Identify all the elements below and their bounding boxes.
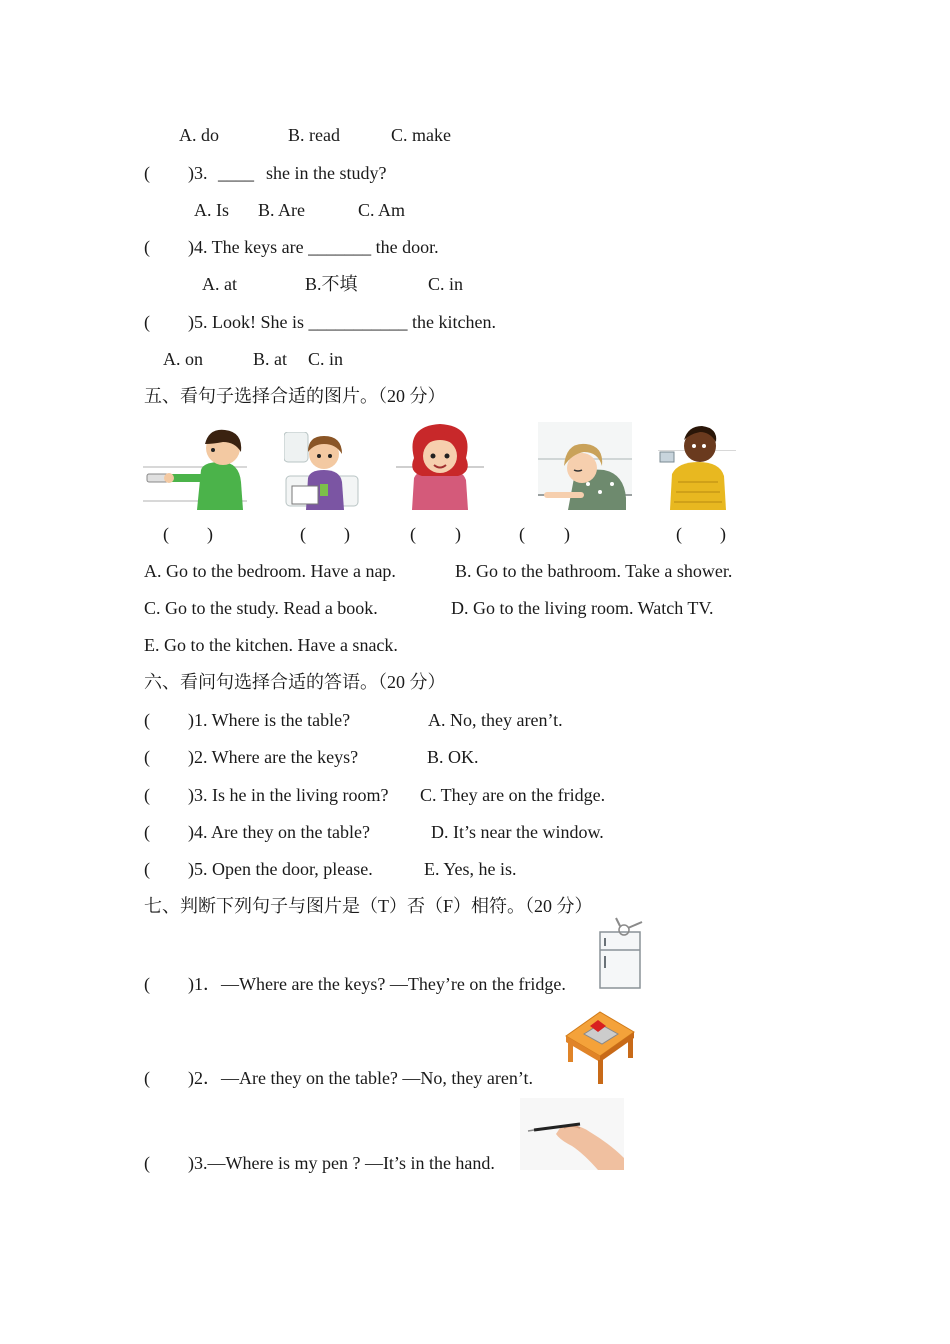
q3-open-paren: ( (144, 163, 150, 183)
table-with-book-picture (562, 1006, 636, 1084)
s5-bracket-3-close: ) (455, 524, 461, 544)
s5-bracket-1-open[interactable]: ( (163, 524, 169, 544)
q5-open-paren: ( (144, 312, 150, 332)
s5-choice-a: A. Go to the bedroom. Have a nap. (144, 561, 396, 581)
q3-blank: ____ (218, 163, 254, 183)
s5-bracket-3-open[interactable]: ( (410, 524, 416, 544)
q5-text: )5. Look! She is ___________ the kitchen. (188, 312, 496, 332)
s7-paren-2[interactable]: ( (144, 1068, 150, 1088)
q4-option-a: A. at (202, 274, 237, 294)
fridge-with-keys-picture (594, 916, 646, 992)
s5-choice-c: C. Go to the study. Read a book. (144, 598, 378, 618)
s6-answer-a: A. No, they aren’t. (428, 710, 563, 730)
s5-bracket-5-close: ) (720, 524, 726, 544)
s5-choice-b: B. Go to the bathroom. Take a shower. (455, 561, 733, 581)
q3-number: )3. (188, 163, 208, 183)
s6-paren-5[interactable]: ( (144, 859, 150, 879)
q2-option-b: B. read (288, 125, 340, 145)
s6-question-4: )4. Are they on the table? (188, 822, 370, 842)
s5-bracket-5-open[interactable]: ( (676, 524, 682, 544)
q4-text: )4. The keys are _______ the door. (188, 237, 439, 257)
s5-bracket-4-open[interactable]: ( (519, 524, 525, 544)
boy-showering-picture (658, 422, 736, 510)
s6-question-1: )1. Where is the table? (188, 710, 351, 730)
s6-paren-2[interactable]: ( (144, 747, 150, 767)
section5-title: 五、看句子选择合适的图片。（20 分） (144, 386, 446, 406)
q5-option-b: B. at (253, 349, 287, 369)
s6-paren-3[interactable]: ( (144, 785, 150, 805)
section6-title: 六、看问句选择合适的答语。（20 分） (144, 672, 446, 692)
s5-choice-e: E. Go to the kitchen. Have a snack. (144, 635, 398, 655)
hand-holding-pen-picture (520, 1098, 624, 1170)
s6-answer-b: B. OK. (427, 747, 479, 767)
s7-sentence-1: )1．—Where are the keys? —They’re on the fridge. (188, 974, 566, 994)
q2-option-c: C. make (391, 125, 451, 145)
q4-open-paren: ( (144, 237, 150, 257)
q3-text: she in the study? (266, 163, 387, 183)
s7-sentence-3: )3.—Where is my pen ? —It’s in the hand. (188, 1153, 495, 1173)
s5-bracket-4-close: ) (564, 524, 570, 544)
s5-bracket-1-close: ) (207, 524, 213, 544)
q3-option-a: A. Is (194, 200, 229, 220)
s6-answer-d: D. It’s near the window. (431, 822, 604, 842)
s5-bracket-2-close: ) (344, 524, 350, 544)
q3-option-b: B. Are (258, 200, 305, 220)
s6-paren-1[interactable]: ( (144, 710, 150, 730)
s6-answer-e: E. Yes, he is. (424, 859, 517, 879)
girl-napping-picture (538, 422, 632, 510)
s7-paren-1[interactable]: ( (144, 974, 150, 994)
q3-option-c: C. Am (358, 200, 406, 220)
q4-option-b: B.不填 (305, 274, 358, 294)
s6-answer-c: C. They are on the fridge. (420, 785, 606, 805)
s6-question-5: )5. Open the door, please. (188, 859, 373, 879)
q2-option-a: A. do (179, 125, 219, 145)
q5-option-a: A. on (163, 349, 203, 369)
s7-sentence-2: )2．—Are they on the table? —No, they aren’t. (188, 1068, 534, 1088)
s6-question-2: )2. Where are the keys? (188, 747, 359, 767)
girl-snack-picture (396, 418, 484, 510)
s7-paren-3[interactable]: ( (144, 1153, 150, 1173)
boy-reading-picture (284, 432, 360, 510)
q5-option-c: C. in (308, 349, 344, 369)
section7-title: 七、判断下列句子与图片是（T）否（F）相符。（20 分） (144, 896, 593, 916)
s5-bracket-2-open[interactable]: ( (300, 524, 306, 544)
s6-question-3: )3. Is he in the living room? (188, 785, 389, 805)
q4-option-c: C. in (428, 274, 464, 294)
s6-paren-4[interactable]: ( (144, 822, 150, 842)
boy-watching-tv-picture (143, 422, 247, 510)
s5-choice-d: D. Go to the living room. Watch TV. (451, 598, 714, 618)
